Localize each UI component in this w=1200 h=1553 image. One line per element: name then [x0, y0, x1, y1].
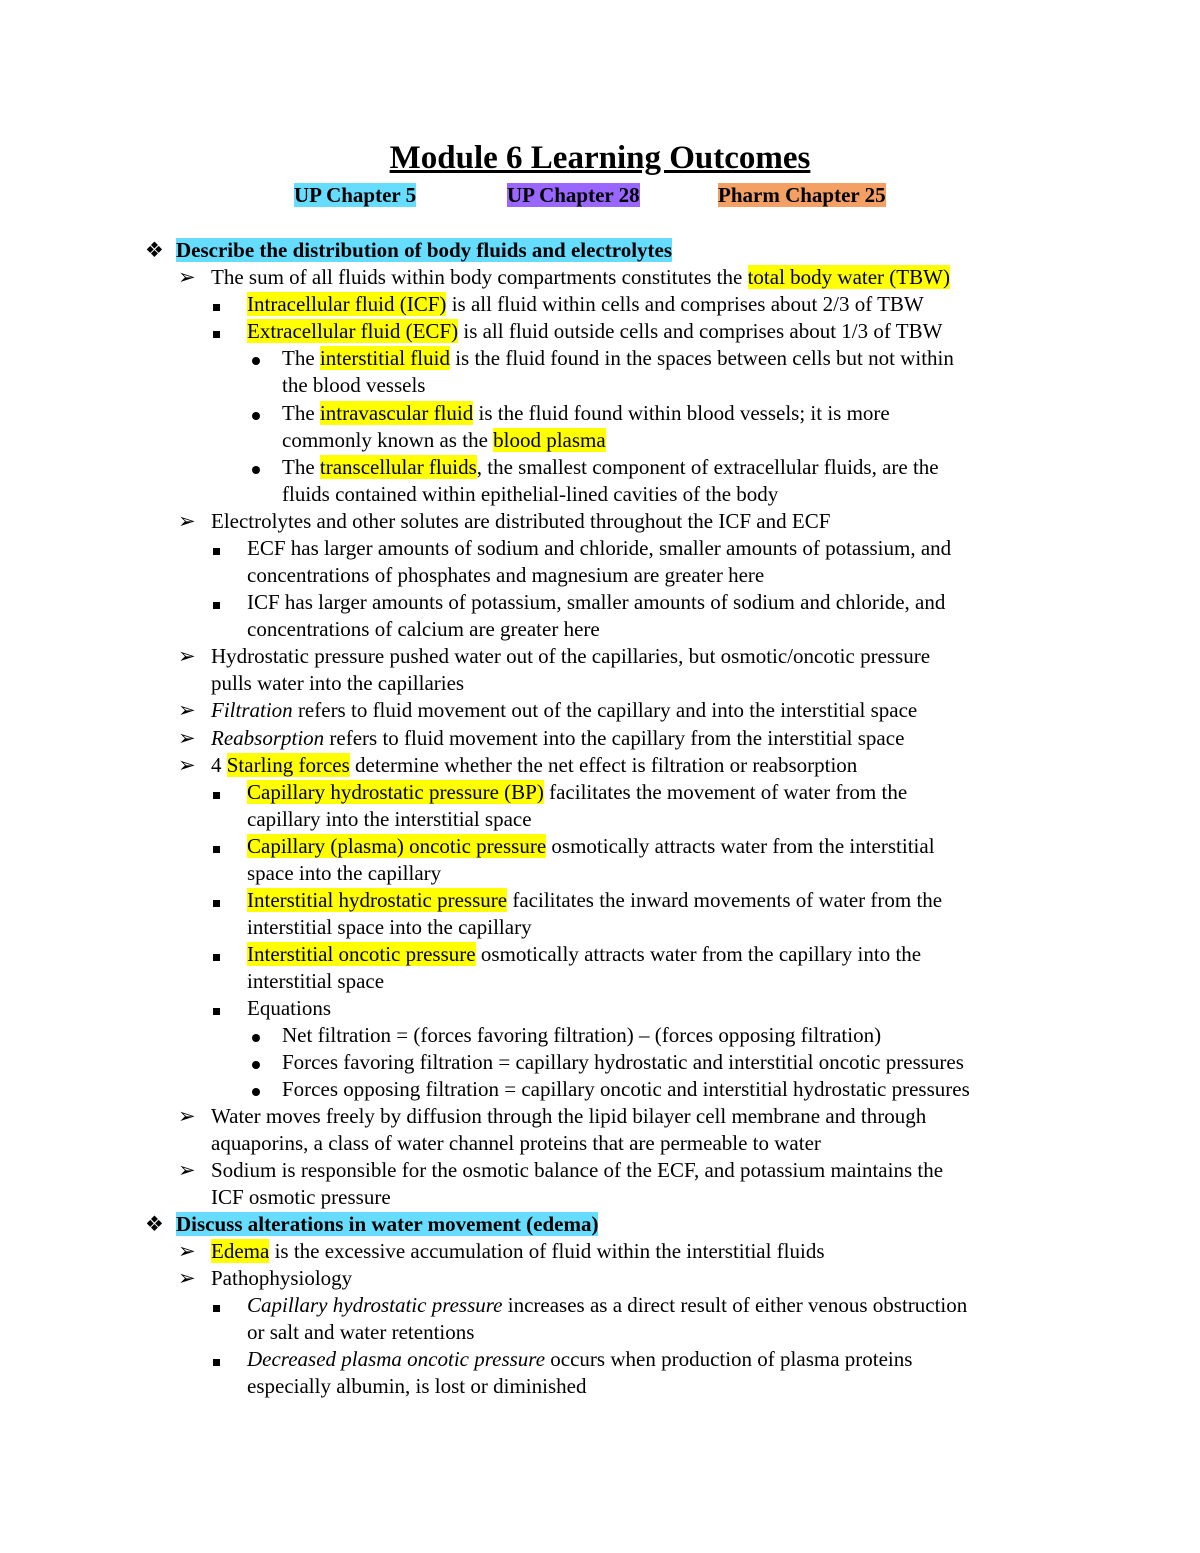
square-bullet-icon [213, 318, 220, 345]
list-item-ecf-detail: ECF has larger amounts of sodium and chloride, smaller amounts of potassium, and [247, 536, 952, 560]
chapter-tag-up28-text: UP Chapter 28 [507, 183, 640, 207]
list-item-icf [247, 291, 924, 318]
list-item-ecf [247, 318, 942, 345]
int-hydrostatic-highlight: Interstitial hydrostatic pressure [247, 888, 508, 912]
interstitial-text: is the fluid found in the spaces between cells but not within [449, 346, 954, 370]
tbw-text: The sum of all fluids within body compartments constitutes the [211, 265, 748, 289]
ecf-text: is all fluid outside cells and comprises about 1/3 of TBW [458, 319, 943, 343]
equation-opposing: Forces opposing filtration = capillary oncotic and interstitial hydrostatic pressures [282, 1077, 970, 1101]
round-bullet-icon [252, 345, 260, 372]
chapter-tag-up5-text: UP Chapter 5 [294, 183, 417, 207]
list-item-hydrostatic: Hydrostatic pressure pushed water out of the capillaries, but osmotic/oncotic pressure [211, 644, 931, 668]
cap-oncotic-highlight: Capillary (plasma) oncotic pressure [247, 834, 547, 858]
section2-heading-text: Discuss alterations in water movement (edema) [176, 1212, 599, 1236]
cap-hydrostatic-text: facilitates the movement of water from the [543, 780, 908, 804]
round-bullet-icon [252, 1076, 260, 1103]
starling-text: determine whether the net effect is filtration or reabsorption [349, 753, 858, 777]
chapter-tag-pharm25 [718, 182, 886, 209]
arrow-bullet-icon: ➢ [178, 698, 196, 722]
transcellular-highlight: transcellular fluids [319, 455, 477, 479]
intravascular-pre: The [282, 401, 320, 425]
edema-highlight: Edema [211, 1239, 270, 1263]
chapter-tag-up28 [507, 182, 640, 209]
page-title: Module 6 Learning Outcomes [389, 140, 811, 176]
square-bullet-icon [213, 589, 220, 616]
cap-increase-term: Capillary hydrostatic pressure [247, 1293, 503, 1317]
square-bullet-icon [213, 779, 220, 806]
section1-heading-text: Describe the distribution of body fluids and electrolytes [176, 238, 673, 262]
filtration-text: refers to fluid movement out of the capillary and into the interstitial space [292, 698, 918, 722]
list-item-cap-increase [247, 1292, 967, 1319]
transcellular-pre: The [282, 455, 320, 479]
equation-net-filtration: Net filtration = (forces favoring filtration) – (forces opposing filtration) [282, 1023, 882, 1047]
interstitial-line2: the blood vessels [282, 373, 426, 397]
hydrostatic-line2: pulls water into the capillaries [211, 671, 465, 695]
list-item-int-oncotic [247, 941, 921, 968]
list-item-tbw [211, 264, 950, 291]
chapter-tag-pharm25-text: Pharm Chapter 25 [718, 183, 886, 207]
round-bullet-icon [252, 454, 260, 481]
blood-plasma-highlight: blood plasma [493, 428, 606, 452]
int-oncotic-text: osmotically attracts water from the capillary into the [475, 942, 922, 966]
plasma-decrease-term: Decreased plasma oncotic pressure [247, 1347, 546, 1371]
cap-hydrostatic-line2: capillary into the interstitial space [247, 807, 532, 831]
icf-highlight: Intracellular fluid (ICF) [247, 292, 447, 316]
round-bullet-icon [252, 1049, 260, 1076]
reabsorption-text: refers to fluid movement into the capillary from the interstitial space [324, 726, 905, 750]
int-hydrostatic-line2: interstitial space into the capillary [247, 915, 532, 939]
list-item-sodium: Sodium is responsible for the osmotic balance of the ECF, and potassium maintains the [211, 1158, 944, 1182]
cap-hydrostatic-highlight: Capillary hydrostatic pressure (BP) [247, 780, 544, 804]
ecf-detail-line2: concentrations of phosphates and magnesium are greater here [247, 563, 765, 587]
square-bullet-icon [213, 1346, 220, 1373]
cap-increase-text: increases as a direct result of either venous obstruction [502, 1293, 968, 1317]
square-bullet-icon [213, 941, 220, 968]
list-item-intravascular [282, 400, 890, 427]
list-item-filtration [211, 697, 917, 724]
starling-highlight: Starling forces [226, 753, 350, 777]
square-bullet-icon [213, 995, 220, 1022]
arrow-bullet-icon: ➢ [178, 644, 196, 668]
reabsorption-term: Reabsorption [211, 726, 325, 750]
round-bullet-icon [252, 1022, 260, 1049]
section2-heading [176, 1211, 598, 1238]
list-item-cap-hydrostatic [247, 779, 907, 806]
arrow-bullet-icon: ➢ [178, 1239, 196, 1263]
transcellular-line2: fluids contained within epithelial-lined cavities of the body [282, 482, 779, 506]
chapter-tag-up5 [294, 182, 416, 209]
intravascular-line2 [282, 427, 606, 454]
intravascular-text: is the fluid found within blood vessels; it is more [473, 401, 890, 425]
water-line2: aquaporins, a class of water channel proteins that are permeable to water [211, 1131, 821, 1155]
section1-heading [176, 237, 672, 264]
arrow-bullet-icon: ➢ [178, 726, 196, 750]
cap-oncotic-line2: space into the capillary [247, 861, 442, 885]
plasma-decrease-line2: especially albumin, is lost or diminished [247, 1374, 587, 1398]
icf-detail-line2: concentrations of calcium are greater here [247, 617, 600, 641]
diamond-bullet-icon: ❖ [145, 238, 164, 262]
square-bullet-icon [213, 535, 220, 562]
cap-increase-line2: or salt and water retentions [247, 1320, 475, 1344]
int-oncotic-line2: interstitial space [247, 969, 385, 993]
sodium-line2: ICF osmotic pressure [211, 1185, 391, 1209]
intravascular-highlight: intravascular fluid [319, 401, 474, 425]
tbw-highlight: total body water (TBW) [747, 265, 950, 289]
list-item-pathophysiology: Pathophysiology [211, 1266, 353, 1290]
square-bullet-icon [213, 1292, 220, 1319]
square-bullet-icon [213, 887, 220, 914]
filtration-term: Filtration [211, 698, 293, 722]
round-bullet-icon [252, 400, 260, 427]
int-hydrostatic-text: facilitates the inward movements of water from the [507, 888, 943, 912]
edema-text: is the excessive accumulation of fluid within the interstitial fluids [269, 1239, 825, 1263]
arrow-bullet-icon: ➢ [178, 753, 196, 777]
transcellular-text: , the smallest component of extracellular fluids, are the [476, 455, 939, 479]
interstitial-highlight: interstitial fluid [319, 346, 450, 370]
equation-favoring: Forces favoring filtration = capillary hydrostatic and interstitial oncotic pressures [282, 1050, 964, 1074]
intravascular-line2-text: commonly known as the [282, 428, 494, 452]
list-item-transcellular [282, 454, 939, 481]
list-item-starling [211, 752, 857, 779]
icf-text: is all fluid within cells and comprises about 2/3 of TBW [446, 292, 924, 316]
interstitial-pre: The [282, 346, 320, 370]
plasma-decrease-text: occurs when production of plasma proteins [545, 1347, 913, 1371]
list-item-electrolytes: Electrolytes and other solutes are distributed throughout the ICF and ECF [211, 509, 831, 533]
list-item-edema [211, 1238, 825, 1265]
square-bullet-icon [213, 833, 220, 860]
arrow-bullet-icon: ➢ [178, 509, 196, 533]
arrow-bullet-icon: ➢ [178, 1266, 196, 1290]
list-item-water: Water moves freely by diffusion through the lipid bilayer cell membrane and through [211, 1104, 927, 1128]
arrow-bullet-icon: ➢ [178, 1104, 196, 1128]
list-item-plasma-decrease [247, 1346, 912, 1373]
list-item-int-hydrostatic [247, 887, 942, 914]
int-oncotic-highlight: Interstitial oncotic pressure [247, 942, 476, 966]
list-item-icf-detail: ICF has larger amounts of potassium, smaller amounts of sodium and chloride, and [247, 590, 946, 614]
square-bullet-icon [213, 291, 220, 318]
arrow-bullet-icon: ➢ [178, 265, 196, 289]
list-item-reabsorption [211, 725, 904, 752]
starling-pre: 4 [211, 753, 227, 777]
list-item-equations: Equations [247, 996, 331, 1020]
arrow-bullet-icon: ➢ [178, 1158, 196, 1182]
cap-oncotic-text: osmotically attracts water from the interstitial [546, 834, 935, 858]
list-item-cap-oncotic [247, 833, 935, 860]
list-item-interstitial [282, 345, 954, 372]
ecf-highlight: Extracellular fluid (ECF) [247, 319, 459, 343]
diamond-bullet-icon: ❖ [145, 1212, 164, 1236]
